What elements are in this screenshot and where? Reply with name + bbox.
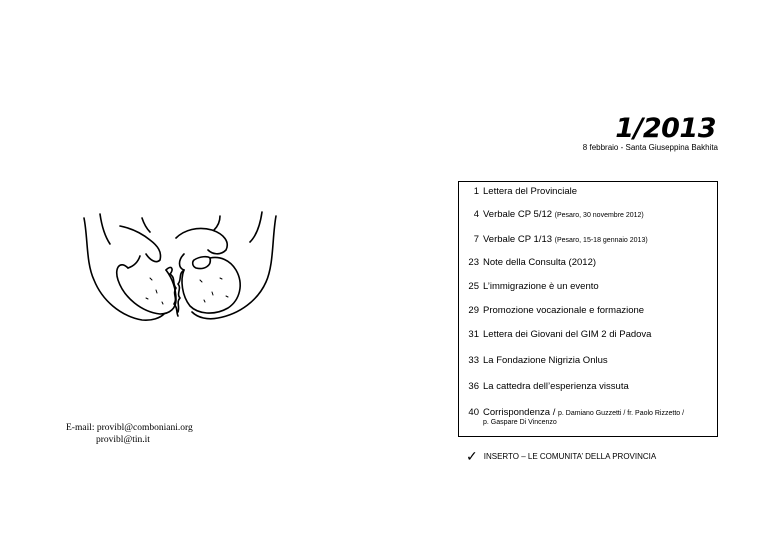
toc-detail: p. Damiano Guzzetti / fr. Paolo Rizzetto / [558, 410, 685, 417]
toc-entry[interactable] [459, 257, 596, 268]
toc-detail-continued: p. Gaspare Di Vincenzo [483, 419, 557, 426]
insert-label: INSERTO – LE COMUNITA’ DELLA PROVINCIA [483, 452, 657, 461]
toc-title: Verbale CP 1/13 [483, 234, 553, 245]
toc-entry[interactable] [459, 234, 648, 245]
toc-page-number: 1 [473, 186, 479, 197]
date-line: 8 febbraio - Santa Giuseppina Bakhita [582, 143, 718, 152]
toc-page-number: 4 [473, 209, 479, 220]
toc-title: La cattedra dell’esperienza vissuta [483, 381, 629, 392]
toc-entry[interactable] [459, 329, 651, 340]
toc-title: Note della Consulta (2012) [483, 257, 597, 268]
email-line-secondary[interactable]: provibl@tin.it [96, 435, 150, 445]
toc-page-number: 7 [473, 234, 479, 245]
toc-title: L’immigrazione è un evento [483, 281, 599, 292]
toc-page-number: 36 [468, 381, 479, 392]
toc-entry[interactable] [459, 381, 629, 392]
toc-title: La Fondazione Nigrizia Onlus [483, 355, 608, 366]
table-of-contents [458, 181, 718, 437]
toc-entry[interactable] [459, 186, 577, 197]
email-line-primary[interactable]: E-mail: provibl@comboniani.org [66, 423, 193, 433]
checkmark-icon: ✓ [466, 448, 478, 464]
toc-page-number: 33 [468, 355, 479, 366]
toc-entry[interactable] [459, 209, 644, 220]
issue-number: 1/2013 [615, 113, 716, 144]
toc-detail: (Pesaro, 15-18 gennaio 2013) [554, 237, 648, 244]
contact-emails [66, 422, 193, 446]
toc-title: Corrispondenza / [483, 407, 556, 418]
toc-page-number: 25 [468, 281, 479, 292]
toc-entry[interactable] [459, 281, 599, 292]
toc-title: Lettera dei Giovani del GIM 2 di Padova [483, 329, 652, 340]
toc-title: Verbale CP 5/12 [483, 209, 553, 220]
toc-entry[interactable] [459, 355, 608, 366]
toc-title: Promozione vocazionale e formazione [483, 305, 645, 316]
toc-page-number: 40 [468, 407, 479, 418]
toc-title: Lettera del Provinciale [483, 186, 577, 197]
insert-note [466, 448, 656, 465]
hands-bread-illustration [80, 208, 280, 328]
toc-page-number: 29 [468, 305, 479, 316]
toc-entry[interactable] [459, 407, 685, 426]
toc-page-number: 31 [468, 329, 479, 340]
toc-page-number: 23 [468, 257, 479, 268]
toc-detail: (Pesaro, 30 novembre 2012) [554, 212, 644, 219]
toc-entry[interactable] [459, 305, 644, 316]
